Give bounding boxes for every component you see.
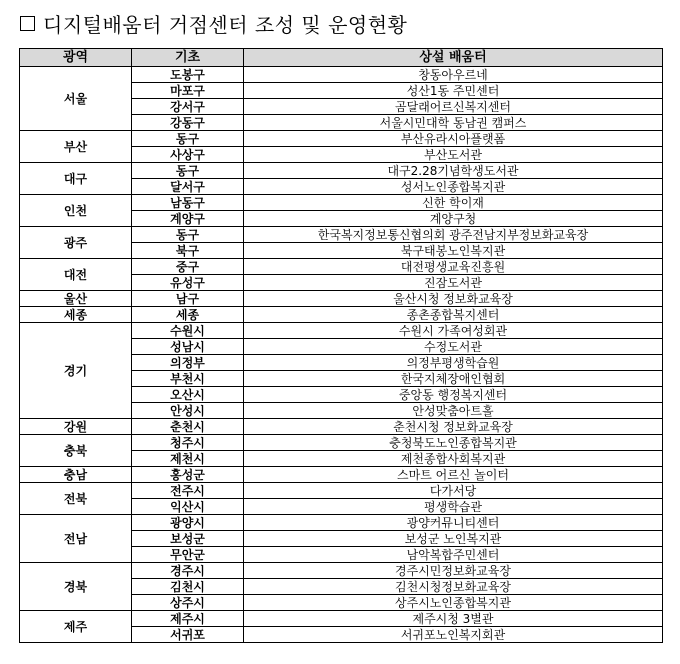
center-cell: 부산유라시아플랫폼 <box>244 131 663 147</box>
region-cell: 울산 <box>20 291 132 307</box>
center-cell: 신한 학이재 <box>244 195 663 211</box>
base-cell: 전주시 <box>132 483 244 499</box>
table-row <box>20 163 663 179</box>
base-cell: 수원시 <box>132 323 244 339</box>
table-row <box>20 291 663 307</box>
base-cell: 춘천시 <box>132 419 244 435</box>
table-row <box>20 419 663 435</box>
base-cell: 제천시 <box>132 451 244 467</box>
table-row <box>20 467 663 483</box>
center-cell: 진잠도서관 <box>244 275 663 291</box>
region-cell: 강원 <box>20 419 132 435</box>
base-cell: 보성군 <box>132 531 244 547</box>
region-cell: 부산 <box>20 131 132 163</box>
base-cell: 안성시 <box>132 403 244 419</box>
center-cell: 경주시민정보화교육장 <box>244 563 663 579</box>
base-cell: 도봉구 <box>132 67 244 83</box>
center-cell: 스마트 어르신 놀이터 <box>244 467 663 483</box>
region-cell: 전남 <box>20 515 132 563</box>
header-base: 기초 <box>132 49 244 67</box>
table-header-row <box>20 49 663 67</box>
table-row <box>20 611 663 627</box>
base-cell: 강서구 <box>132 99 244 115</box>
center-cell: 한국복지정보통신협의회 광주전남지부정보화교육장 <box>244 227 663 243</box>
center-cell: 성서노인종합복지관 <box>244 179 663 195</box>
center-cell: 광양커뮤니티센터 <box>244 515 663 531</box>
center-cell: 북구태봉노인복지관 <box>244 243 663 259</box>
table-row <box>20 227 663 243</box>
base-cell: 동구 <box>132 227 244 243</box>
base-cell: 광양시 <box>132 515 244 531</box>
header-center: 상설 배움터 <box>244 49 663 67</box>
document-title <box>20 8 407 38</box>
table-body <box>20 67 663 643</box>
header-region: 광역 <box>20 49 132 67</box>
table-row <box>20 435 663 451</box>
center-cell: 한국지체장애인협회 <box>244 371 663 387</box>
base-cell: 사상구 <box>132 147 244 163</box>
center-cell: 서울시민대학 동남권 캠퍼스 <box>244 115 663 131</box>
center-cell: 서귀포노인복지회관 <box>244 627 663 643</box>
base-cell: 달서구 <box>132 179 244 195</box>
center-cell: 계양구청 <box>244 211 663 227</box>
base-cell: 경주시 <box>132 563 244 579</box>
center-cell: 대전평생교육진흥원 <box>244 259 663 275</box>
checkbox-square-icon <box>20 16 35 31</box>
center-cell: 안성맞춤아트홀 <box>244 403 663 419</box>
region-cell: 충북 <box>20 435 132 467</box>
center-cell: 중앙동 행정복지센터 <box>244 387 663 403</box>
center-cell: 울산시청 정보화교육장 <box>244 291 663 307</box>
base-cell: 중구 <box>132 259 244 275</box>
center-cell: 창동아우르네 <box>244 67 663 83</box>
center-cell: 제천종합사회복지관 <box>244 451 663 467</box>
region-cell: 광주 <box>20 227 132 259</box>
base-cell: 세종 <box>132 307 244 323</box>
center-cell: 의정부평생학습원 <box>244 355 663 371</box>
center-cell: 수원시 가족여성회관 <box>244 323 663 339</box>
table-row <box>20 563 663 579</box>
center-cell: 김천시청정보화교육장 <box>244 579 663 595</box>
table-row <box>20 131 663 147</box>
base-cell: 홍성군 <box>132 467 244 483</box>
region-cell: 제주 <box>20 611 132 643</box>
base-cell: 계양구 <box>132 211 244 227</box>
center-cell: 충청북도노인종합복지관 <box>244 435 663 451</box>
table-row <box>20 515 663 531</box>
base-cell: 익산시 <box>132 499 244 515</box>
base-cell: 강동구 <box>132 115 244 131</box>
center-status-table <box>19 48 663 643</box>
region-cell: 대구 <box>20 163 132 195</box>
title-text: 디지털배움터 거점센터 조성 및 운영현황 <box>43 12 408 37</box>
table-row <box>20 259 663 275</box>
base-cell: 북구 <box>132 243 244 259</box>
center-cell: 평생학습관 <box>244 499 663 515</box>
center-cell: 성산1동 주민센터 <box>244 83 663 99</box>
base-cell: 김천시 <box>132 579 244 595</box>
table-row <box>20 195 663 211</box>
center-cell: 상주시노인종합복지관 <box>244 595 663 611</box>
center-cell: 부산도서관 <box>244 147 663 163</box>
center-cell: 보성군 노인복지관 <box>244 531 663 547</box>
base-cell: 오산시 <box>132 387 244 403</box>
base-cell: 제주시 <box>132 611 244 627</box>
base-cell: 성남시 <box>132 339 244 355</box>
base-cell: 유성구 <box>132 275 244 291</box>
base-cell: 무안군 <box>132 547 244 563</box>
region-cell: 전북 <box>20 483 132 515</box>
center-cell: 곰달래어르신복지센터 <box>244 99 663 115</box>
center-cell: 춘천시청 정보화교육장 <box>244 419 663 435</box>
center-cell: 제주시청 3별관 <box>244 611 663 627</box>
base-cell: 의정부 <box>132 355 244 371</box>
base-cell: 마포구 <box>132 83 244 99</box>
center-cell: 종촌종합복지센터 <box>244 307 663 323</box>
region-cell: 경기 <box>20 323 132 419</box>
region-cell: 대전 <box>20 259 132 291</box>
base-cell: 동구 <box>132 131 244 147</box>
center-cell: 남악복합주민센터 <box>244 547 663 563</box>
region-cell: 충남 <box>20 467 132 483</box>
table-row <box>20 323 663 339</box>
center-cell: 수정도서관 <box>244 339 663 355</box>
center-cell: 다가서당 <box>244 483 663 499</box>
table-row <box>20 307 663 323</box>
table-row <box>20 67 663 83</box>
region-cell: 인천 <box>20 195 132 227</box>
region-cell: 경북 <box>20 563 132 611</box>
base-cell: 남구 <box>132 291 244 307</box>
base-cell: 동구 <box>132 163 244 179</box>
region-cell: 서울 <box>20 67 132 131</box>
table-row <box>20 483 663 499</box>
center-cell: 대구2.28기념학생도서관 <box>244 163 663 179</box>
base-cell: 부천시 <box>132 371 244 387</box>
region-cell: 세종 <box>20 307 132 323</box>
base-cell: 남동구 <box>132 195 244 211</box>
base-cell: 청주시 <box>132 435 244 451</box>
base-cell: 상주시 <box>132 595 244 611</box>
base-cell: 서귀포 <box>132 627 244 643</box>
